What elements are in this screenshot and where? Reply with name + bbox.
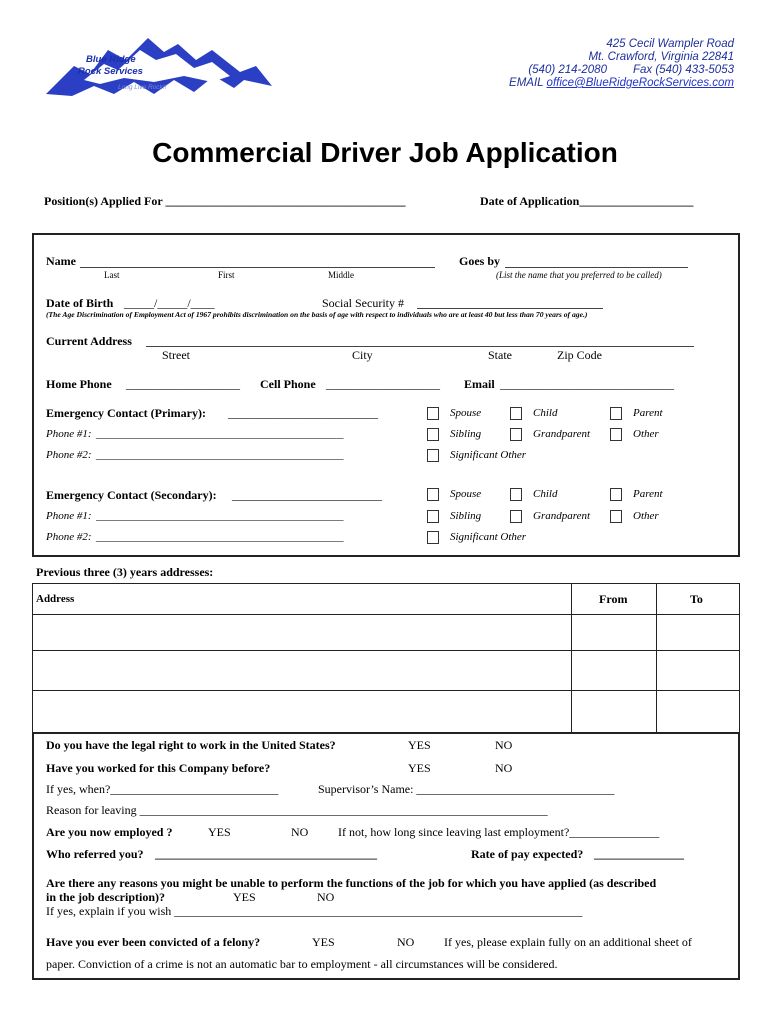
secondary-child-checkbox[interactable] [510, 488, 522, 501]
prev-table-col-to: To [690, 592, 703, 606]
referred-question: Who referred you? [46, 847, 144, 861]
age-discrimination-note: (The Age Discrimination of Employment Act of 1967 prohibits discrimination on the basis of age with respect to individuals who are at least 40 but less than 70 years of age.) [46, 310, 588, 319]
prev-address-row-3[interactable] [33, 691, 571, 732]
prev-address-row-1[interactable] [33, 615, 571, 650]
logo-subtitle: Rock Services [78, 66, 143, 77]
date-of-application-field[interactable]: Date of Application___________________ [480, 194, 694, 208]
secondary-sibling-checkbox[interactable] [427, 510, 439, 523]
unable-no[interactable]: NO [317, 890, 335, 904]
primary-other-checkbox[interactable] [610, 428, 622, 441]
unable-question-line1: Are there any reasons you might be unable to perform the functions of the job for which you have applied (as described [46, 876, 657, 890]
felony-question: Have you ever been convicted of a felony? [46, 935, 261, 949]
name-last-caption: Last [104, 270, 120, 280]
emergency-primary-field[interactable]: _________________________ [228, 406, 378, 420]
emergency-primary-label: Emergency Contact (Primary): [46, 406, 206, 420]
email-label: EMAIL [509, 77, 544, 89]
primary-child-label: Child [533, 407, 558, 419]
unable-explain-field[interactable]: If yes, explain if you wish ____________________________________________________________________ [46, 904, 583, 918]
unable-yes[interactable]: YES [233, 890, 256, 904]
primary-sibling-checkbox[interactable] [427, 428, 439, 441]
current-address-label: Current Address [46, 334, 132, 348]
primary-significant-other-label: Significant Other [450, 449, 527, 461]
reason-for-leaving-field[interactable]: Reason for leaving ____________________________________________________________________ [46, 803, 548, 817]
page-title: Commercial Driver Job Application [152, 137, 618, 168]
felony-explain-text: If yes, please explain fully on an additional sheet of [444, 935, 692, 949]
home-phone-label: Home Phone [46, 377, 112, 391]
primary-spouse-checkbox[interactable] [427, 407, 439, 420]
ssn-input-line[interactable] [417, 308, 603, 309]
secondary-grandparent-checkbox[interactable] [510, 510, 522, 523]
now-employed-yes[interactable]: YES [208, 825, 231, 839]
secondary-parent-checkbox[interactable] [610, 488, 622, 501]
primary-parent-checkbox[interactable] [610, 407, 622, 420]
logo-tagline: Long Live Rock!! [118, 84, 167, 91]
addr-state-caption: State [488, 348, 512, 362]
ssn-label: Social Security # [322, 296, 404, 310]
primary-phone1-label: Phone #1: [46, 428, 92, 440]
previous-addresses-heading: Previous three (3) years addresses: [36, 565, 214, 579]
referred-field[interactable]: _____________________________________ [155, 847, 377, 861]
legal-right-no[interactable]: NO [495, 738, 513, 752]
name-first-caption: First [218, 270, 235, 280]
primary-grandparent-checkbox[interactable] [510, 428, 522, 441]
home-phone-field[interactable]: ___________________ [126, 377, 240, 391]
email-label: Email [464, 377, 495, 391]
goes-by-input-line[interactable] [505, 267, 688, 268]
rate-field[interactable]: _______________ [594, 847, 684, 861]
worked-before-yes[interactable]: YES [408, 761, 431, 775]
company-email-link[interactable]: office@BlueRidgeRockServices.com [546, 77, 734, 89]
now-employed-question: Are you now employed ? [46, 825, 173, 839]
prev-table-col-divider-1 [571, 583, 572, 733]
primary-phone2-label: Phone #2: [46, 449, 92, 461]
secondary-parent-label: Parent [633, 488, 663, 500]
addr-street-caption: Street [162, 348, 190, 362]
phone-fax-line [509, 64, 734, 77]
worked-before-question: Have you worked for this Company before? [46, 761, 271, 775]
secondary-spouse-label: Spouse [450, 488, 482, 500]
prev-table-col-divider-2 [656, 583, 657, 733]
cell-phone-field[interactable]: ___________________ [326, 377, 440, 391]
felony-yes[interactable]: YES [312, 935, 335, 949]
if-yes-when-field[interactable]: If yes, when?____________________________ [46, 782, 279, 796]
primary-grandparent-label: Grandparent [533, 428, 591, 440]
personal-info-box [32, 233, 740, 557]
dob-field[interactable]: _____/_____/____ [124, 296, 215, 310]
company-phone: (540) 214-2080 [528, 64, 607, 76]
rate-question: Rate of pay expected? [471, 847, 584, 861]
primary-child-checkbox[interactable] [510, 407, 522, 420]
emergency-secondary-field[interactable]: _________________________ [232, 488, 382, 502]
secondary-grandparent-label: Grandparent [533, 510, 591, 522]
position-field[interactable]: Position(s) Applied For ________________________________________ [44, 194, 406, 208]
primary-spouse-label: Spouse [450, 407, 482, 419]
secondary-phone1-label: Phone #1: [46, 510, 92, 522]
prev-table-col-from: From [599, 592, 628, 606]
worked-before-no[interactable]: NO [495, 761, 513, 775]
secondary-spouse-checkbox[interactable] [427, 488, 439, 501]
now-employed-no[interactable]: NO [291, 825, 309, 839]
legal-right-question: Do you have the legal right to work in the United States? [46, 738, 336, 752]
felony-disclaimer: paper. Conviction of a crime is not an automatic bar to employment - all circumstances will be considered. [46, 957, 558, 971]
company-address-block [509, 38, 734, 90]
emergency-secondary-label: Emergency Contact (Secondary): [46, 488, 217, 502]
secondary-phone1-field[interactable]: _____________________________________________ [96, 510, 344, 522]
cell-phone-label: Cell Phone [260, 377, 316, 391]
prev-table-col-address: Address [36, 593, 75, 605]
prev-table-top-border [32, 583, 740, 584]
company-fax: Fax (540) 433-5053 [632, 64, 734, 76]
email-line [509, 77, 734, 90]
secondary-significant-other-label: Significant Other [450, 531, 527, 543]
prev-address-row-2[interactable] [33, 651, 571, 690]
primary-parent-label: Parent [633, 407, 663, 419]
how-long-field[interactable]: If not, how long since leaving last employment?_______________ [338, 825, 660, 839]
dob-label: Date of Birth [46, 296, 114, 310]
name-input-line[interactable] [80, 267, 435, 268]
email-field[interactable]: _____________________________ [500, 377, 674, 391]
name-middle-caption: Middle [328, 270, 354, 280]
goes-by-note: (List the name that you preferred to be called) [496, 270, 662, 280]
logo-title: Blue Ridge [86, 54, 136, 65]
primary-phone2-field[interactable]: _____________________________________________ [96, 449, 344, 461]
unable-question-line2: in the job description)? [46, 890, 166, 904]
secondary-phone2-label: Phone #2: [46, 531, 92, 543]
addr-city-caption: City [352, 348, 373, 362]
secondary-other-checkbox[interactable] [610, 510, 622, 523]
name-label: Name [46, 254, 76, 268]
secondary-other-label: Other [633, 510, 659, 522]
secondary-phone2-field[interactable]: _____________________________________________ [96, 531, 344, 543]
primary-other-label: Other [633, 428, 659, 440]
secondary-significant-other-checkbox[interactable] [427, 531, 439, 544]
addr-zip-caption: Zip Code [557, 348, 602, 362]
goes-by-label: Goes by [459, 254, 501, 268]
primary-sibling-label: Sibling [450, 428, 482, 440]
secondary-child-label: Child [533, 488, 558, 500]
primary-significant-other-checkbox[interactable] [427, 449, 439, 462]
address-line2: Mt. Crawford, Virginia 22841 [588, 51, 734, 63]
primary-phone1-field[interactable]: _____________________________________________ [96, 428, 344, 440]
felony-no[interactable]: NO [397, 935, 415, 949]
address-line1: 425 Cecil Wampler Road [606, 38, 734, 50]
legal-right-yes[interactable]: YES [408, 738, 431, 752]
prev-table-right-border [739, 583, 740, 733]
supervisor-name-field[interactable]: Supervisor’s Name: _________________________________ [318, 782, 615, 796]
secondary-sibling-label: Sibling [450, 510, 482, 522]
current-address-input-line[interactable] [146, 346, 694, 347]
